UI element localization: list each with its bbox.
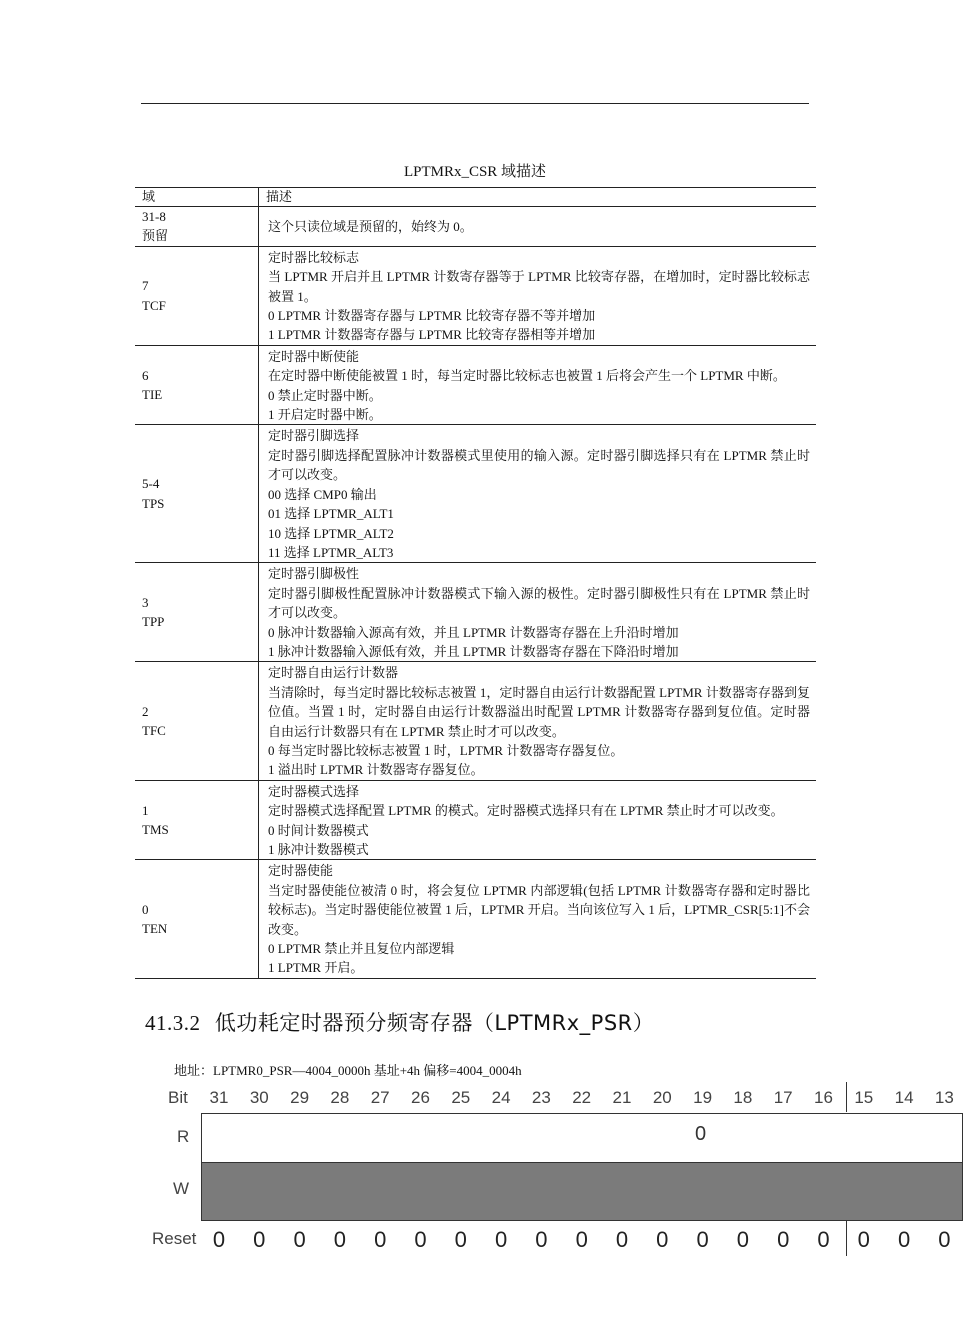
reset-value: 0: [333, 1227, 347, 1252]
description-line: 当定时器使能位被清 0 时，将会复位 LPTMR 内部逻辑(包括 LPTMR 计数器寄存器和定时器比较标志)。当定时器使能位被置 1 后，LPTMR 开启。当向该位写入 1 后，LPTMR_CSR[5:1]不会改变。: [268, 882, 810, 937]
register-diagram: [150, 1082, 954, 1262]
reset-value: 0: [736, 1227, 750, 1252]
description-title: 定时器中断使能: [268, 348, 360, 364]
field-description-table: [135, 187, 816, 979]
reset-value: 0: [777, 1227, 790, 1252]
description-line: 0 禁止定时器中断。: [268, 387, 382, 403]
description-line: 1 溢出时 LPTMR 计数器寄存器复位。: [268, 762, 484, 778]
bit-number: 26: [411, 1088, 430, 1107]
bit-number: 25: [451, 1088, 471, 1107]
description-line: 1 LPTMR 计数器寄存器与 LPTMR 比较寄存器相等并增加: [268, 327, 596, 343]
reset-value: 0: [212, 1227, 226, 1252]
bit-number: 24: [491, 1088, 511, 1107]
description-cell: [259, 207, 817, 247]
description-line: 1 脉冲计数器输入源低有效，并且 LPTMR 计数器寄存器在下降沿时增加: [268, 643, 679, 659]
description-line: 0 LPTMR 计数器寄存器与 LPTMR 比较寄存器不等并增加: [268, 308, 596, 324]
field-name: TPP: [142, 614, 165, 630]
field-bits: 5-4: [142, 476, 160, 492]
reset-value: 0: [897, 1227, 911, 1252]
halfword-divider-top: [846, 1082, 847, 1112]
write-field-box: [201, 1162, 963, 1221]
read-row-label: R: [177, 1127, 190, 1146]
description-line: 0 每当定时器比较标志被置 1 时，LPTMR 计数器寄存器复位。: [268, 742, 624, 758]
field-name: TCF: [142, 297, 166, 313]
description-cell: [259, 246, 817, 345]
table-row: [135, 207, 816, 247]
field-bits: 0: [142, 901, 149, 917]
bit-number: 14: [894, 1088, 914, 1107]
table-title: LPTMRx_CSR 域描述: [403, 164, 547, 180]
description-line: 当 LPTMR 开启并且 LPTMR 计数寄存器等于 LPTMR 比较寄存器，在增加时，定时器比较标志被置 1。: [268, 269, 810, 304]
table-row: [135, 860, 816, 978]
description-cell: [259, 345, 817, 425]
description-line: 01 选择 LPTMR_ALT1: [268, 506, 394, 522]
table-row: [135, 345, 816, 425]
bit-number: 15: [854, 1088, 874, 1107]
description-line: 0 脉冲计数器输入源高有效，并且 LPTMR 计数器寄存器在上升沿时增加: [268, 624, 679, 640]
field-name: 预留: [142, 228, 169, 244]
field-bits: 31-8: [142, 209, 166, 224]
table-row: [135, 246, 816, 345]
bit-number: 21: [612, 1088, 632, 1107]
field-cell: [135, 780, 259, 860]
bit-number: 13: [934, 1088, 954, 1107]
field-bits: 2: [142, 703, 149, 719]
field-name: TPS: [142, 495, 165, 511]
description-line: 00 选择 CMP0 输出: [268, 486, 377, 502]
description-title: 定时器自由运行计数器: [268, 665, 399, 681]
description-column-header: 描述: [259, 188, 817, 207]
description-line: 1 LPTMR 开启。: [268, 960, 364, 976]
description-cell: [259, 662, 817, 780]
description-line: 在定时器中断使能被置 1 时，每当定时器比较标志也被置 1 后将会产生一个 LPTMR 中断。: [268, 368, 786, 384]
field-name: TMS: [142, 822, 169, 838]
bit-number: 16: [814, 1088, 833, 1107]
field-cell: [135, 563, 259, 662]
reset-row-label: Reset: [152, 1229, 197, 1248]
description-cell: [259, 425, 817, 563]
bit-number: 27: [370, 1088, 390, 1107]
field-cell: [135, 207, 259, 247]
section-heading: [145, 1007, 654, 1037]
field-bits: 6: [142, 367, 149, 383]
description-line: 10 选择 LPTMR_ALT2: [268, 525, 394, 541]
bit-number: 30: [249, 1088, 269, 1107]
description-cell: [259, 860, 817, 978]
field-bits: 7: [142, 278, 149, 294]
description-line: 这个只读位域是预留的，始终为 0。: [268, 219, 473, 235]
description-title: 定时器模式选择: [268, 783, 360, 799]
field-cell: [135, 662, 259, 780]
description-title: 定时器引脚极性: [268, 566, 360, 582]
field-cell: [135, 425, 259, 563]
description-title: 定时器引脚选择: [268, 428, 360, 444]
description-line: 11 选择 LPTMR_ALT3: [268, 544, 394, 560]
field-cell: [135, 860, 259, 978]
field-column-header: 域: [135, 188, 259, 207]
reset-value: 0: [374, 1227, 387, 1252]
reset-value: 0: [696, 1227, 709, 1252]
table-header-row: [135, 188, 816, 207]
bit-number: 31: [209, 1088, 229, 1107]
field-bits: 1: [142, 802, 149, 818]
bit-number: 20: [652, 1088, 672, 1107]
description-line: 当清除时，每当定时器比较标志被置 1，定时器自由运行计数器配置 LPTMR 计数器寄存器到复位值。当置 1 时，定时器自由运行计数器溢出时配置 LPTMR 计数器寄存器到复位值。定时器自由运行计数器只有在 LPTMR 禁止时才可以改变。: [268, 684, 810, 739]
bit-number: 28: [330, 1088, 350, 1107]
description-line: 定时器引脚极性配置脉冲计数器模式下输入源的极性。定时器引脚极性只有在 LPTMR 禁止时才可以改变。: [268, 585, 810, 621]
reset-value: 0: [857, 1227, 870, 1252]
description-title: 定时器比较标志: [268, 249, 360, 265]
register-address: 地址：LPTMR0_PSR—4004_0000h 基址+4h 偏移=4004_0004h: [174, 1063, 522, 1078]
field-name: TIE: [142, 387, 163, 403]
table-row: [135, 425, 816, 563]
header-rule: [141, 103, 809, 104]
table-row: [135, 780, 816, 860]
bit-number: 18: [733, 1088, 753, 1107]
description-line: 0 时间计数器模式: [268, 822, 369, 838]
table-body: [135, 207, 816, 979]
write-row-label: W: [173, 1179, 190, 1198]
field-name: TFC: [142, 723, 166, 739]
bit-row-label: Bit: [168, 1088, 188, 1107]
reset-value: 0: [293, 1227, 306, 1252]
reset-value: 0: [615, 1227, 629, 1252]
bit-number: 23: [531, 1088, 551, 1107]
reset-value: 0: [454, 1227, 467, 1252]
bit-number: 29: [290, 1088, 310, 1107]
reset-value: 0: [575, 1227, 588, 1252]
field-cell: [135, 246, 259, 345]
description-cell: [259, 780, 817, 860]
read-field-box: [201, 1113, 963, 1164]
description-line: 定时器引脚选择配置脉冲计数器模式里使用的输入源。定时器引脚选择只有在 LPTMR 禁止时才可以改变。: [268, 447, 810, 483]
description-line: 1 脉冲计数器模式: [268, 842, 369, 857]
halfword-divider-bottom: [846, 1220, 847, 1256]
reset-value: 0: [253, 1227, 266, 1252]
section-title: 低功耗定时器预分频寄存器（LPTMRx_PSR）: [214, 1011, 655, 1035]
field-name: TEN: [142, 921, 168, 937]
reset-value: 0: [414, 1227, 427, 1252]
bit-number: 22: [572, 1088, 592, 1107]
bit-number: 19: [693, 1088, 713, 1107]
description-line: 0 LPTMR 禁止并且复位内部逻辑: [268, 941, 455, 957]
table-row: [135, 662, 816, 780]
description-line: 1 开启定时器中断。: [268, 407, 382, 423]
reset-value: 0: [938, 1227, 951, 1252]
field-cell: [135, 345, 259, 425]
table-row: [135, 563, 816, 662]
description-title: 定时器使能: [268, 863, 334, 879]
read-field-value: 0: [695, 1123, 707, 1145]
bit-number: 17: [773, 1088, 793, 1107]
reset-value: 0: [817, 1227, 830, 1252]
reset-value: 0: [494, 1227, 508, 1252]
description-line: 定时器模式选择配置 LPTMR 的模式。定时器模式选择只有在 LPTMR 禁止时才可以改变。: [268, 803, 784, 819]
reset-value: 0: [535, 1227, 548, 1252]
reset-value: 0: [656, 1227, 669, 1252]
field-bits: 3: [142, 594, 149, 610]
section-number: 41.3.2: [145, 1011, 201, 1035]
description-cell: [259, 563, 817, 662]
